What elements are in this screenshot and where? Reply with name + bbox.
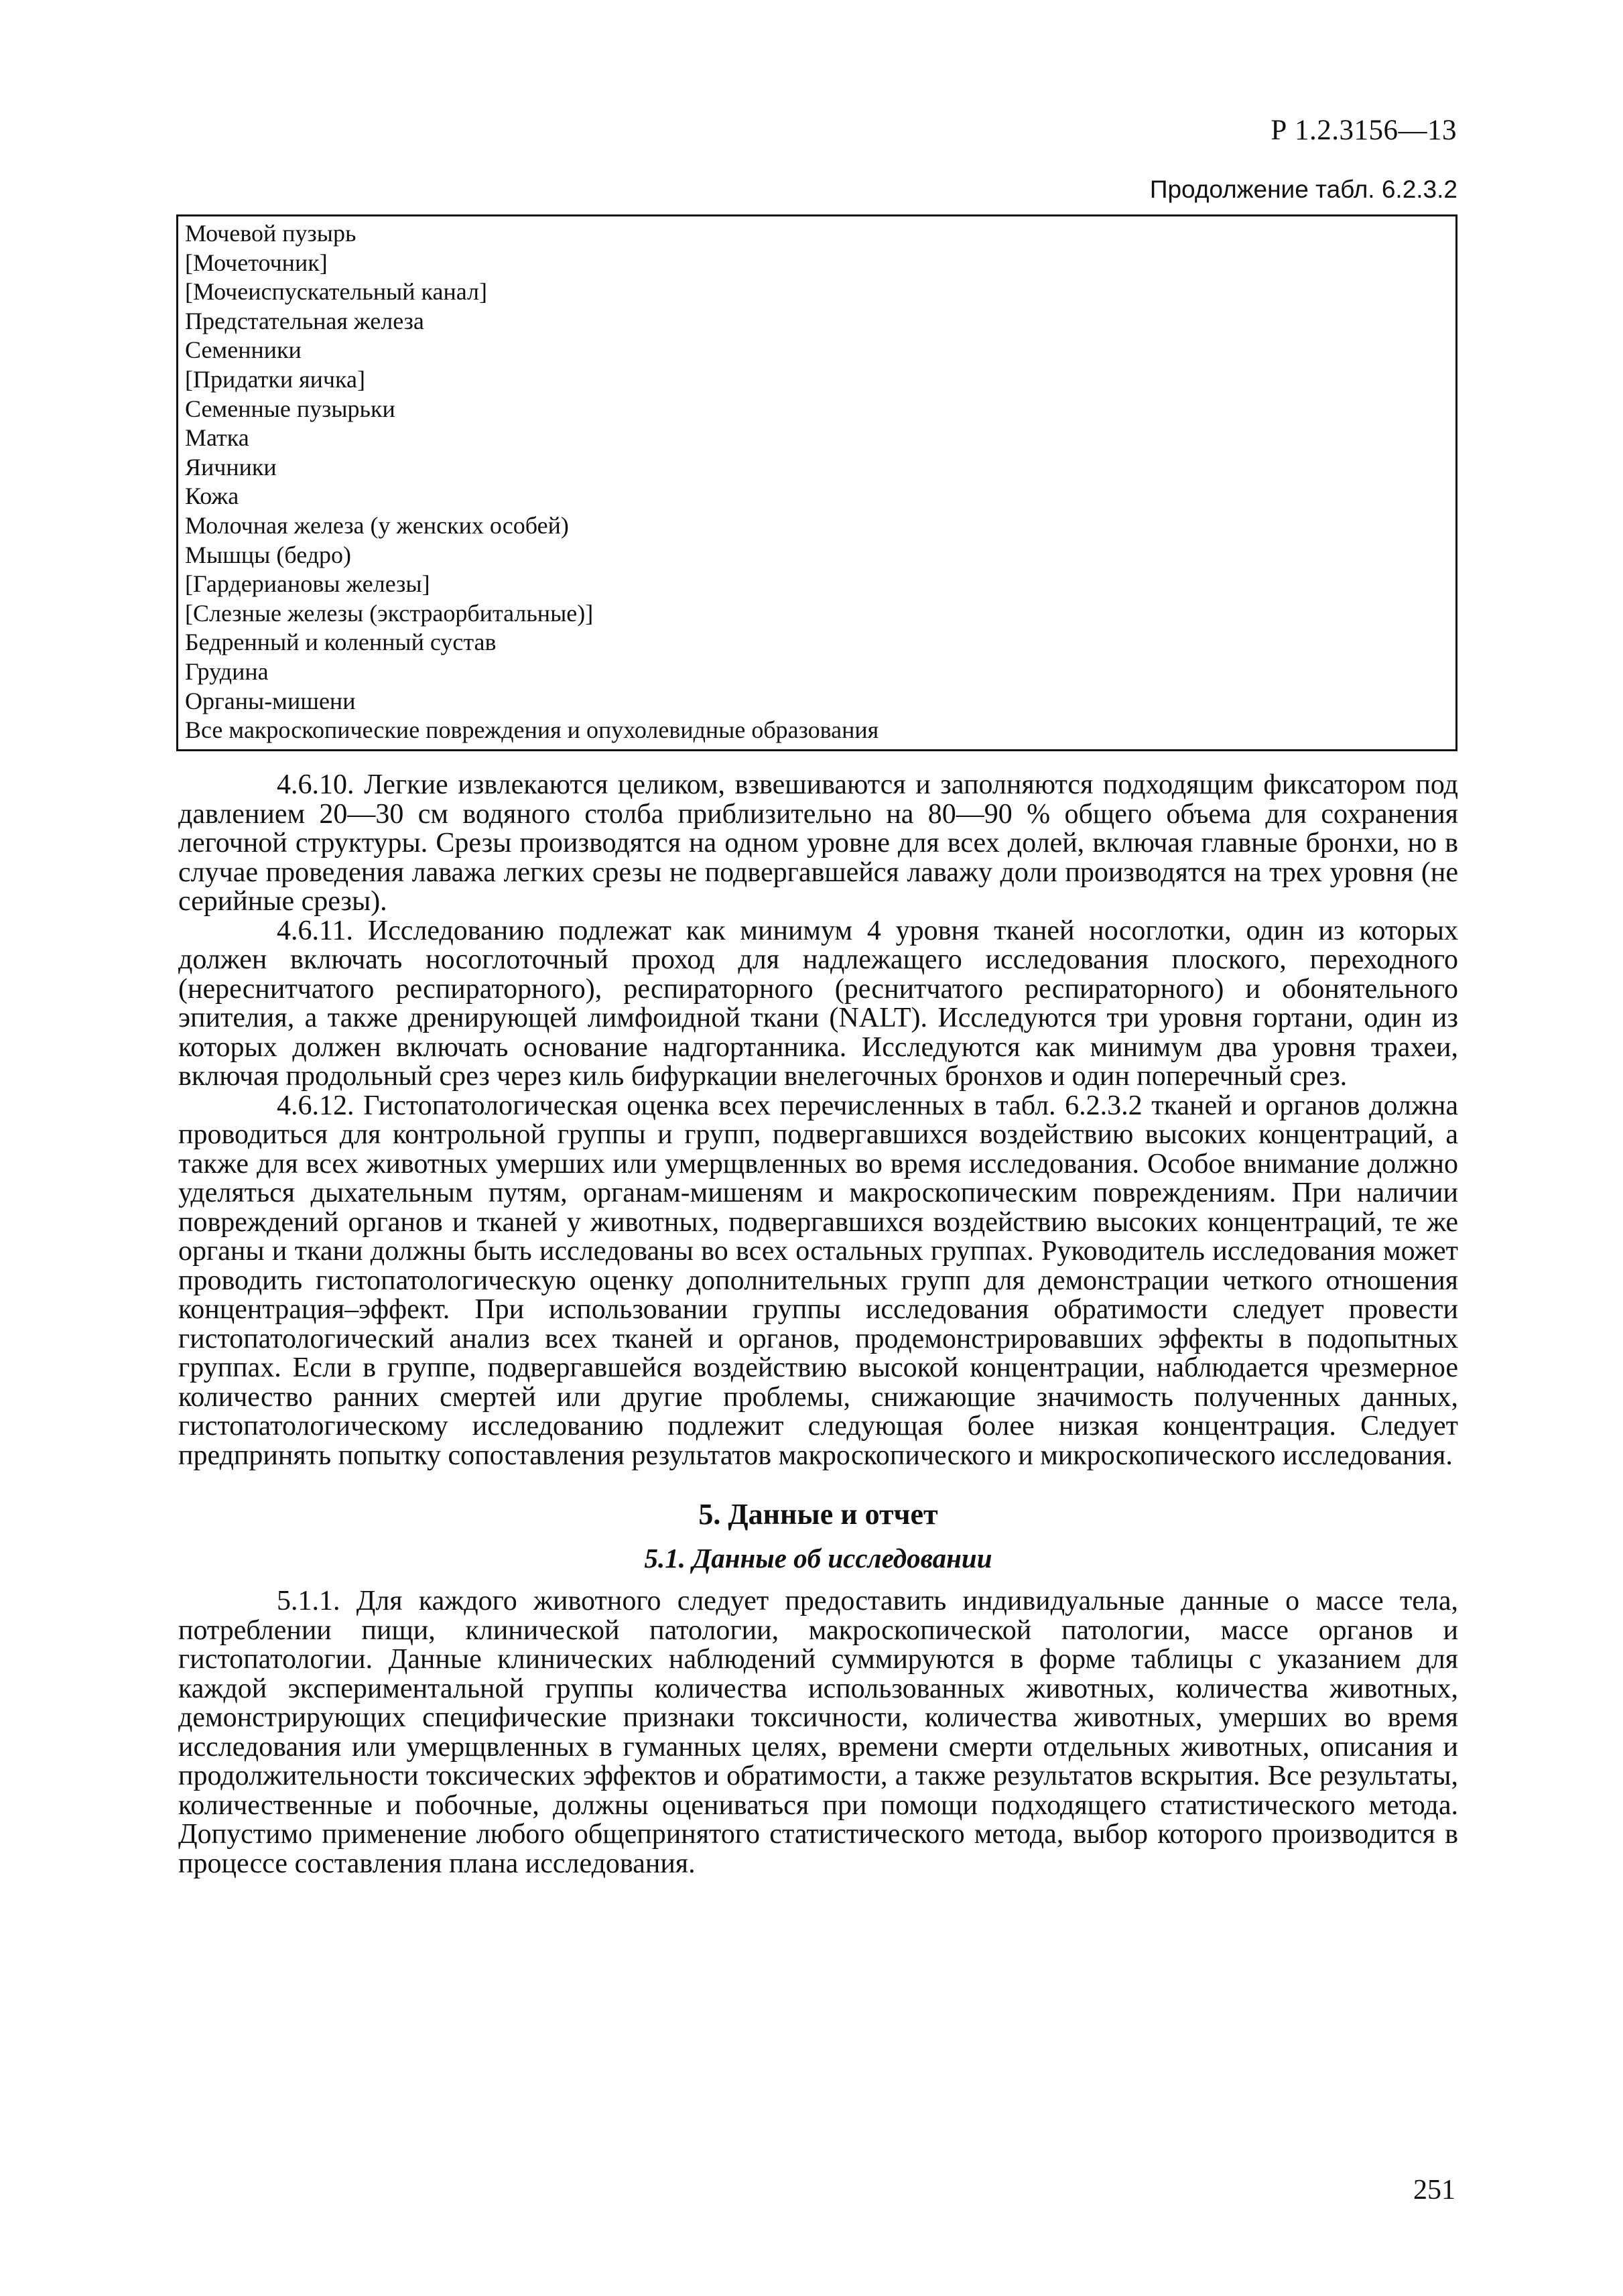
organ-row: Матка: [185, 424, 249, 452]
organ-row: Грудина: [185, 657, 269, 685]
organ-row: Все макроскопические повреждения и опухолевидные образования: [185, 716, 879, 744]
page-number: 251: [1413, 2175, 1455, 2206]
paragraph-4-6-12: 4.6.12. Гистопатологическая оценка всех перечисленных в табл. 6.2.3.2 тканей и органов должна проводиться для контрольной группы и групп, подвергавшихся воздействию высоких концентраций, а также для всех животных умерших или умерщвленных во время исследования. Особое внимание должно уделяться дыхательным путям, органам-мишеням и макроскопическим повреждениям. При наличии повреждений органов и тканей у животных, подвергавшихся воздействию высоких концентраций, те же органы и ткани должны быть исследованы во всех остальных группах. Руководитель исследования может проводить гистопатологическую оценку дополнительных групп для демонстрации четкого отношения концентрация–эффект. При использовании группы исследования обратимости следует провести гистопатологический анализ всех тканей и органов, продемонстрировавших эффекты в подопытных группах. Если в группе, подвергавшейся воздействию высокой концентрации, наблюдается чрезмерное количество ранних смертей или другие проблемы, снижающие значимость полученных данных, гистопатологическому исследованию подлежит следующая более низкая концентрация. Следует предпринять попытку сопоставления результатов макроскопического и микроскопического исследования.: [178, 1090, 1458, 1471]
table-continuation-caption: Продолжение табл. 6.2.3.2: [1149, 176, 1457, 203]
paragraph-4-6-10: 4.6.10. Легкие извлекаются целиком, взвешиваются и заполняются подходящим фиксатором под давлением 20—30 см водяного столба приблизительно на 80—90 % общего объема для сохранения легочной структуры. Срезы производятся на одном уровне для всех долей, включая главные бронхи, но в случае проведения лаважа легких срезы не подвергавшейся лаважу доли производятся на трех уровня (не серийные срезы).: [178, 769, 1458, 917]
organ-row: Яичники: [185, 453, 277, 481]
organ-row: Бедренный и коленный сустав: [185, 629, 497, 656]
paragraph-4-6-11: 4.6.11. Исследованию подлежат как минимум 4 уровня тканей носоглотки, один из которых должен включать носоглоточный проход для надлежащего исследования плоского, переходного (нереснитчатого респираторного), респираторного (реснитчатого респираторного) и обонятельного эпителия, а также дренирующей лимфоидной ткани (NALT). Исследуются три уровня гортани, один из которых должен включать основание надгортанника. Исследуются как минимум два уровня трахеи, включая продольный срез через киль бифуркации внелегочных бронхов и один поперечный срез.: [178, 915, 1458, 1092]
organ-row: Кожа: [185, 483, 239, 510]
organ-row: Семенники: [185, 336, 302, 364]
organ-row: [Гардериановы железы]: [185, 570, 430, 598]
organ-row: Органы-мишени: [185, 687, 356, 714]
subsection-heading: 5.1. Данные об исследовании: [644, 1543, 992, 1574]
organ-row: Предстательная железа: [185, 307, 424, 334]
section-heading: 5. Данные и отчет: [698, 1498, 938, 1531]
organ-row: Семенные пузырьки: [185, 395, 395, 422]
organ-row: [Придатки яичка]: [185, 365, 365, 393]
organ-list: [185, 219, 1455, 745]
document-code: Р 1.2.3156—13: [1271, 115, 1457, 146]
organ-row: Мочевой пузырь: [185, 220, 356, 247]
organ-list-table: [176, 214, 1457, 751]
organ-row: [Слезные железы (экстраорбитальные)]: [185, 599, 594, 627]
organ-row: [Мочеточник]: [185, 249, 328, 276]
paragraph-5-1-1: 5.1.1. Для каждого животного следует предоставить индивидуальные данные о массе тела, потреблении пищи, клинической патологии, макроскопической патологии, массе органов и гистопатологии. Данные клинических наблюдений суммируются в форме таблицы с указанием для каждой экспериментальной группы количества использованных животных, количества животных, демонстрирующих специфические признаки токсичности, количества животных, умерших во время исследования или умерщвленных в гуманных целях, времени смерти отдельных животных, описания и продолжительности токсических эффектов и обратимости, а также результатов вскрытия. Все результаты, количественные и побочные, должны оцениваться при помощи подходящего статистического метода. Допустимо применение любого общепринятого статистического метода, выбор которого производится в процессе составления плана исследования.: [178, 1586, 1458, 1879]
organ-row: [Мочеиспускательный канал]: [185, 278, 487, 306]
organ-row: Молочная железа (у женских особей): [185, 511, 569, 539]
organ-row: Мышцы (бедро): [185, 541, 352, 568]
document-body: [178, 771, 1458, 1878]
